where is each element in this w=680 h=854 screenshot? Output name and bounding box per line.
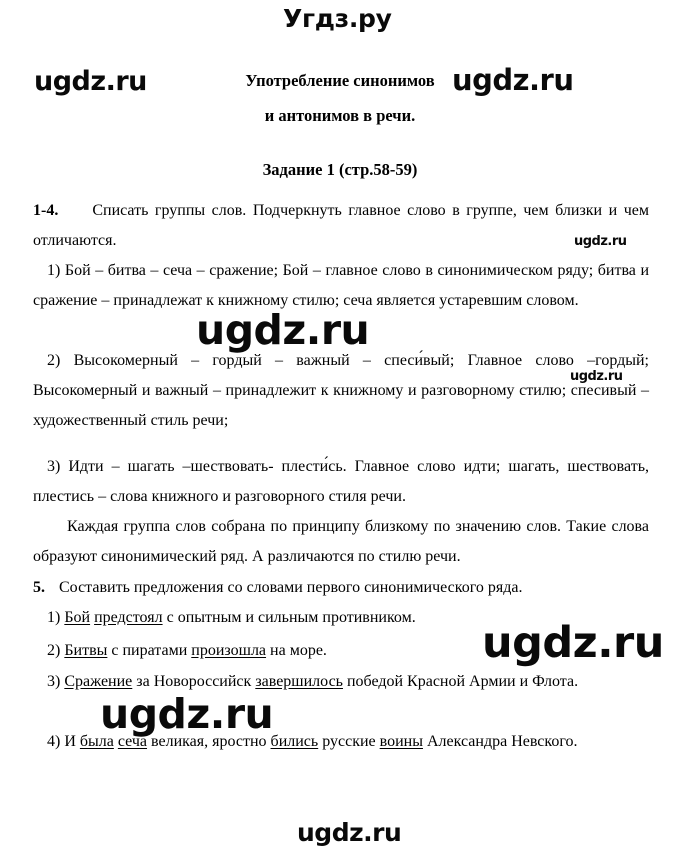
exercise-5-sentence-2 [33,636,649,666]
item-text: Бой – битва – сеча – сражение; Бой – главное слово в синонимическом ряду; битва и сражение – принадлежат к книжному стилю; сеча является устаревшим словом. [33,262,650,309]
sentence-text: И была сеча великая, яростно бились русские воины Александра Невского. [64,733,578,750]
watermark: ugdz.ru [297,818,402,847]
item-marker: 2) [47,352,61,369]
exercise-5-sentence-4 [33,727,649,757]
watermark: ugdz.ru [34,66,147,97]
watermark: ugdz.ru [196,306,370,354]
item-marker: 1) [47,609,61,626]
item-marker: 2) [47,642,61,659]
watermark: ugdz.ru [100,690,274,738]
watermark: ugdz.ru [574,234,627,249]
exercise-5-sentence-1 [33,603,649,633]
watermark: ugdz.ru [482,618,664,668]
item-text: Высокомерный – гордый – важный – спеси́вый; Главное слово –гордый; Высокомерный и важный – принадлежит к книжному и разговорному стилю; спесивый – художественный стиль речи; [33,352,650,429]
exercise-prompt-text: Списать группы слов. Подчеркнуть главное слово в группе, чем близки и чем отличаются. [33,202,649,249]
exercise-5-prompt [33,573,649,603]
item-marker: 1) [47,262,61,279]
exercise-item-2 [33,346,649,436]
item-marker: 3) [47,673,61,690]
watermark: ugdz.ru [570,369,623,384]
sentence-text: Сражение за Новороссийск завершилось победой Красной Армии и Флота. [64,673,579,690]
task-heading: Задание 1 (стр.58-59) [262,160,418,179]
sentence-text: Бой предстоял с опытным и сильным противником. [64,609,416,626]
exercise-1-4-conclusion [33,512,649,572]
exercise-1-4-prompt [33,196,649,256]
exercise-number: 1-4. [33,202,59,219]
page-title-line-1: Употребление синонимов [245,71,435,90]
item-marker: 4) [47,733,61,750]
conclusion-text: Каждая группа слов собрана по принципу близкому по значению слов. Такие слова образуют синонимический ряд. А различаются по стилю речи. [33,518,649,565]
exercise-item-3 [33,452,649,512]
exercise-5-sentence-3 [33,667,649,697]
exercise-item-1 [33,256,649,316]
item-text: Идти – шагать –шествовать- плести́сь. Главное слово идти; шагать, шествовать, плестись – слова книжного и разговорного стиля речи. [33,458,649,505]
watermark: ugdz.ru [452,63,574,97]
item-marker: 3) [47,458,61,475]
sentence-text: Битвы с пиратами произошла на море. [64,642,327,659]
exercise-prompt-text: Составить предложения со словами первого синонимического ряда. [59,579,523,596]
site-logo: Угдз.ру [283,4,392,33]
page-title-line-2: и антонимов в речи. [264,106,416,125]
exercise-number: 5. [33,579,45,596]
